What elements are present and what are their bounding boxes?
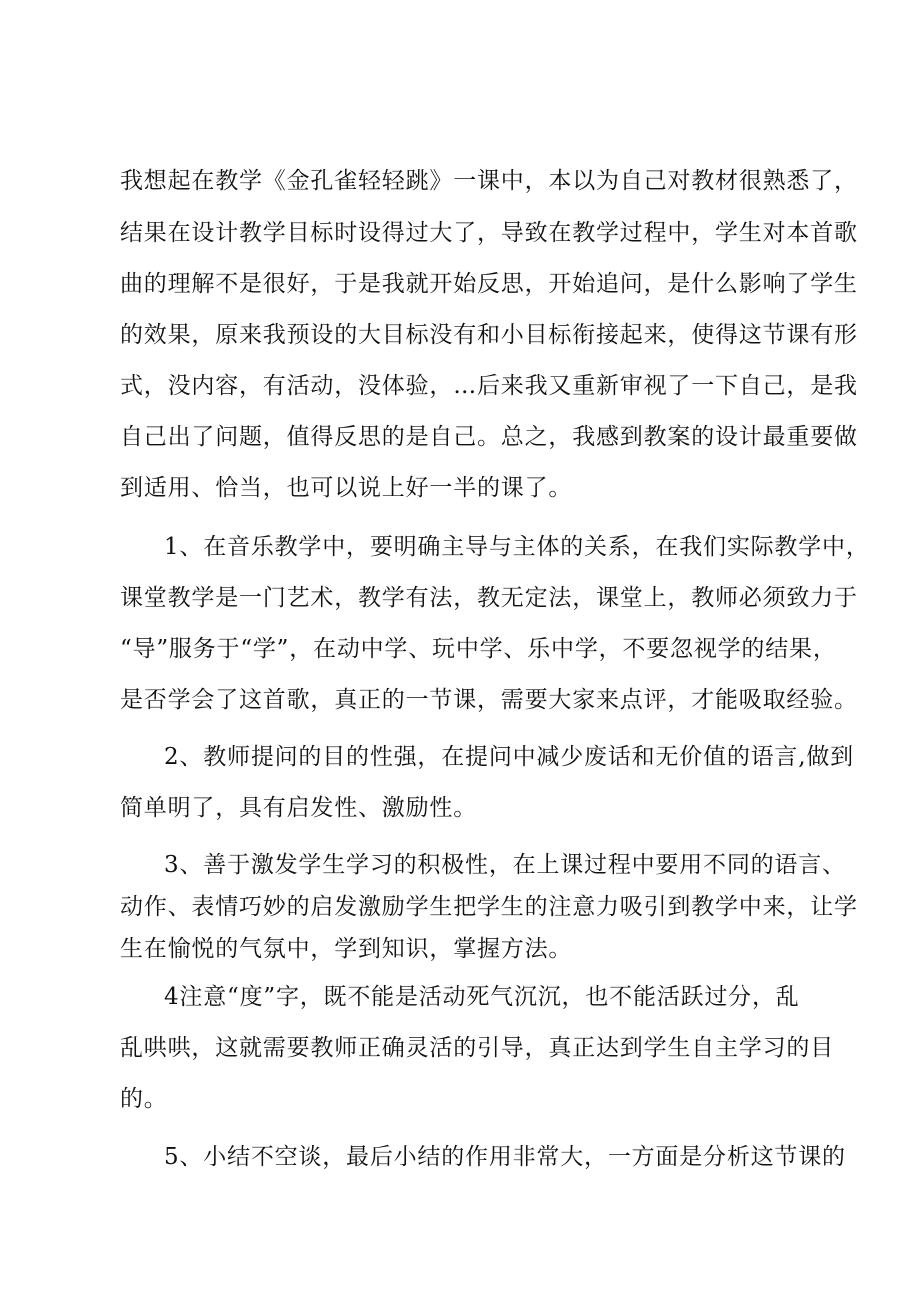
paragraph-line: 结果在设计教学目标时设得过大了，导致在教学过程中，学生对本首歌 bbox=[120, 220, 858, 246]
list-item-line: 2、教师提问的目的性强，在提问中减少废话和无价值的语言,做到 bbox=[164, 744, 854, 770]
paragraph-line: 的效果，原来我预设的大目标没有和小目标衔接起来，使得这节课有形 bbox=[120, 322, 858, 348]
paragraph-line: 课堂教学是一门艺术，教学有法，教无定法，课堂上，教师必须致力于 bbox=[120, 585, 858, 611]
paragraph-line: “导”服务于“学”，在动中学、玩中学、乐中学，不要忽视学的结果， bbox=[120, 636, 837, 662]
paragraph-line: 自己出了问题，值得反思的是自己。总之，我感到教案的设计最重要做 bbox=[120, 424, 858, 450]
list-item-line: 1、在音乐教学中，要明确主导与主体的关系，在我们实际教学中， bbox=[164, 534, 870, 560]
paragraph-line: 生在愉悦的气氛中，学到知识，掌握方法。 bbox=[120, 936, 573, 962]
paragraph-line: 的。 bbox=[120, 1086, 168, 1112]
list-item-line: 3、善于激发学生学习的积极性，在上课过程中要用不同的语言、 bbox=[164, 852, 846, 878]
paragraph-line: 乱哄哄，这就需要教师正确灵活的引导，真正达到学生自主学习的目 bbox=[120, 1035, 834, 1061]
list-item-line: 4注意“度”字，既不能是活动死气沉沉，也不能活跃过分，乱 bbox=[164, 984, 800, 1010]
paragraph-line: 我想起在教学《金孔雀轻轻跳》一课中，本以为自己对教材很熟悉了， bbox=[120, 168, 858, 194]
paragraph-line: 简单明了，具有启发性、激励性。 bbox=[120, 795, 477, 821]
paragraph-line: 到适用、恰当，也可以说上好一半的课了。 bbox=[120, 475, 573, 501]
paragraph-line: 是否学会了这首歌，真正的一节课，需要大家来点评，才能吸取经验。 bbox=[120, 687, 858, 713]
list-item-line: 5、小结不空谈，最后小结的作用非常大，一方面是分析这节课的 bbox=[164, 1144, 846, 1170]
paragraph-line: 曲的理解不是很好，于是我就开始反思，开始追问，是什么影响了学生 bbox=[120, 271, 858, 297]
paragraph-line: 式，没内容，有活动，没体验，…后来我又重新审视了一下自己，是我 bbox=[120, 373, 858, 399]
paragraph-line: 动作、表情巧妙的启发激励学生把学生的注意力吸引到教学中来，让学 bbox=[120, 894, 858, 920]
